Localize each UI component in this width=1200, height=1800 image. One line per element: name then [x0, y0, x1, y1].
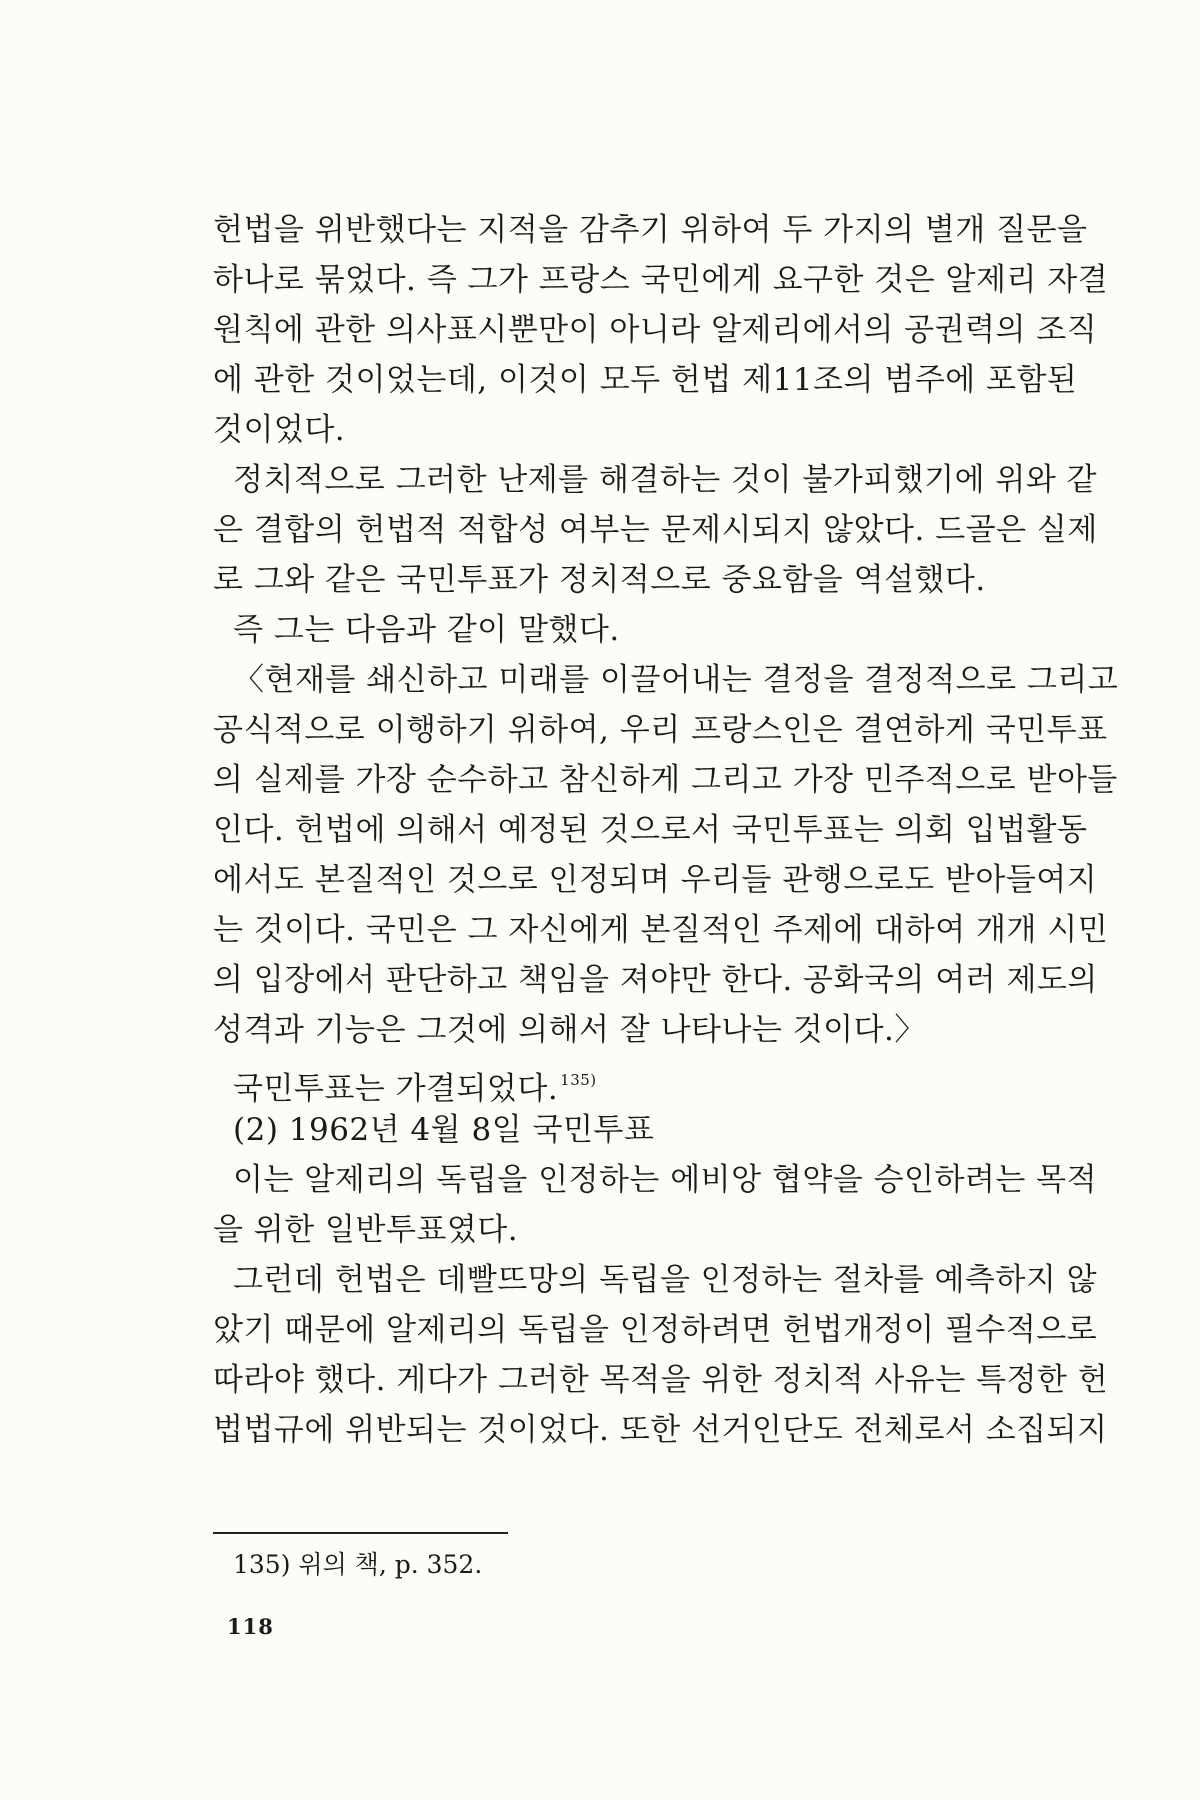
- body-text: [213, 205, 1119, 1455]
- text-line: 따라야 했다. 게다가 그러한 목적을 위한 정치적 사유는 특정한 헌: [213, 1362, 1109, 1398]
- quotation: [213, 655, 1119, 1055]
- text-line: 즉 그는 다음과 같이 말했다.: [233, 612, 620, 648]
- page-number: 118: [227, 1614, 274, 1639]
- text-line: [213, 1055, 1063, 1105]
- paragraph-3: [213, 605, 1063, 655]
- text-line: 인다. 헌법에 의해서 예정된 것으로서 국민투표는 의회 입법활동: [213, 812, 1088, 848]
- text-line: 공식적으로 이행하기 위하여, 우리 프랑스인은 결연하게 국민투표: [213, 712, 1108, 748]
- text-line: 을 위한 일반투표였다.: [213, 1212, 519, 1248]
- text-line: 았기 때문에 알제리의 독립을 인정하려면 헌법개정이 필수적으로: [213, 1312, 1098, 1348]
- text-line: 것이었다.: [213, 412, 346, 448]
- text-line: 법법규에 위반되는 것이었다. 또한 선거인단도 전체로서 소집되지: [213, 1412, 1108, 1448]
- paragraph-2: [213, 455, 1098, 605]
- paragraph-4: [213, 1155, 1098, 1255]
- footnote: 135) 위의 책, p. 352.: [233, 1550, 483, 1579]
- footnote-divider: [213, 1532, 508, 1534]
- text-line: 헌법을 위반했다는 지적을 감추기 위하여 두 가지의 별개 질문을: [213, 212, 1088, 248]
- text-line: 〈현재를 쇄신하고 미래를 이끌어내는 결정을 결정적으로 그리고: [233, 662, 1119, 698]
- text-line: 는 것이다. 국민은 그 자신에게 본질적인 주제에 대하여 개개 시민: [213, 912, 1109, 948]
- text-line: 의 입장에서 판단하고 책임을 져야만 한다. 공화국의 여러 제도의: [213, 962, 1098, 998]
- result-text: 국민투표는 가결되었다.: [233, 1071, 559, 1107]
- section-heading: [213, 1105, 1063, 1155]
- text-line: 정치적으로 그러한 난제를 해결하는 것이 불가피했기에 위와 같: [233, 462, 1098, 498]
- text-line: 의 실제를 가장 순수하고 참신하게 그리고 가장 민주적으로 받아들: [213, 762, 1118, 798]
- text-line: 에 관한 것이었는데, 이것이 모두 헌법 제11조의 범주에 포함된: [213, 362, 1078, 398]
- text-line: 성격과 기능은 그것에 의해서 잘 나타나는 것이다.〉: [213, 1012, 926, 1048]
- paragraph-result: [213, 1055, 1063, 1105]
- paragraph-1: [213, 205, 1109, 455]
- text-line: 이는 알제리의 독립을 인정하는 에비앙 협약을 승인하려는 목적: [233, 1162, 1098, 1198]
- text-line: 에서도 본질적인 것으로 인정되며 우리들 관행으로도 받아들여지: [213, 862, 1098, 898]
- text-line: 그런데 헌법은 데빨뜨망의 독립을 인정하는 절차를 예측하지 않: [233, 1262, 1098, 1298]
- heading-text: (2) 1962년 4월 8일 국민투표: [233, 1112, 655, 1148]
- text-line: 하나로 묶었다. 즉 그가 프랑스 국민에게 요구한 것은 알제리 자결: [213, 262, 1109, 298]
- footnote-reference: 135): [560, 1071, 597, 1089]
- paragraph-5: [213, 1255, 1109, 1455]
- text-line: 로 그와 같은 국민투표가 정치적으로 중요함을 역설했다.: [213, 562, 986, 598]
- text-line: 은 결합의 헌법적 적합성 여부는 문제시되지 않았다. 드골은 실제: [213, 512, 1098, 548]
- text-line: 원칙에 관한 의사표시뿐만이 아니라 알제리에서의 공권력의 조직: [213, 312, 1098, 348]
